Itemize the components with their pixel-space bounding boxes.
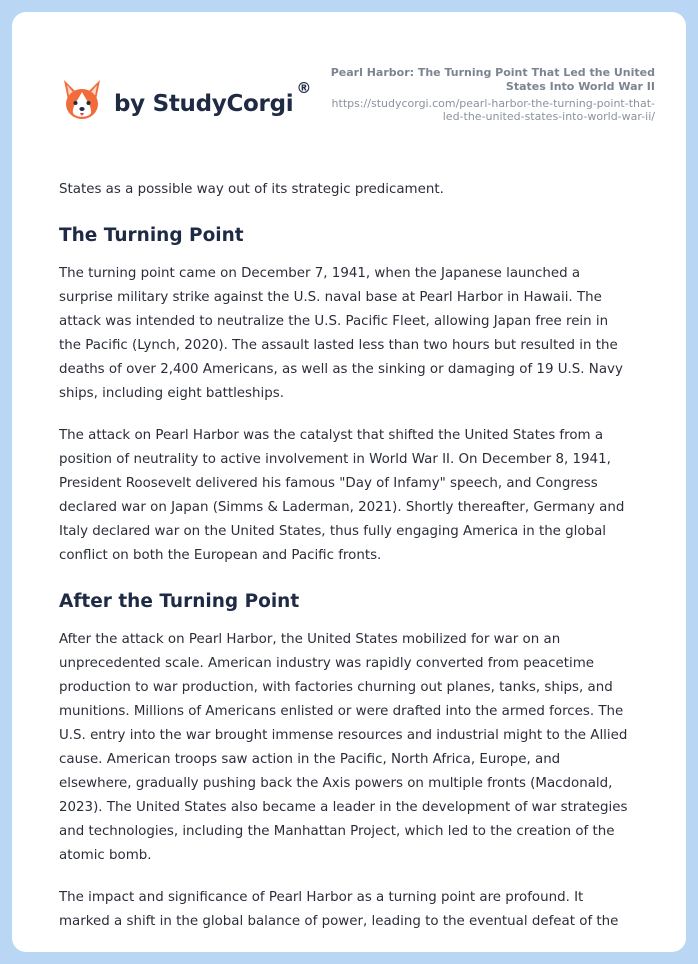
text-line: declared war on Japan (Simms & Laderman, 2021). Shortly thereafter, Germany and — [59, 500, 625, 515]
text-line: marked a shift in the global balance of power, leading to the eventual defeat of the — [59, 914, 619, 929]
text-line: U.S. entry into the war brought immense resources and industrial might to the Allied — [59, 728, 628, 743]
document-url-line[interactable]: https://studycorgi.com/pearl-harbor-the-turning-point-that- — [331, 97, 655, 110]
text-line: 2023). The United States also became a leader in the development of war strategies — [59, 800, 628, 815]
text-line: The turning point came on December 7, 1941, when the Japanese launched a — [59, 266, 581, 281]
document-page — [12, 12, 686, 952]
text-line: President Roosevelt delivered his famous "Day of Infamy" speech, and Congress — [59, 476, 598, 491]
text-line: The attack on Pearl Harbor was the catalyst that shifted the United States from a — [59, 428, 604, 443]
paragraph — [59, 178, 651, 202]
brand-name: by StudyCorgi — [114, 91, 294, 117]
text-line: production to war production, with factories churning out planes, tanks, ships, and — [59, 680, 613, 695]
text-line: atomic bomb. — [59, 848, 152, 863]
document-title — [325, 66, 655, 94]
registered-mark: ® — [296, 79, 312, 97]
text-line: After the attack on Pearl Harbor, the United States mobilized for war on an — [59, 632, 561, 647]
text-line: unprecedented scale. American industry was rapidly converted from peacetime — [59, 656, 594, 671]
text-line: States as a possible way out of its strategic predicament. — [59, 182, 444, 197]
text-line: elsewhere, gradually pushing back the Axis powers on multiple fronts (Macdonald, — [59, 776, 613, 791]
corgi-icon — [60, 76, 104, 124]
document-title-line: Pearl Harbor: The Turning Point That Led the United — [330, 66, 655, 79]
text-line: and technologies, including the Manhattan Project, which led to the creation of the — [59, 824, 615, 839]
document-url[interactable] — [325, 97, 655, 123]
text-line: conflict on both the European and Pacific fronts. — [59, 548, 382, 563]
text-line: Italy declared war on the United States, thus fully engaging America in the global — [59, 524, 607, 539]
paragraph — [59, 628, 651, 868]
text-line: munitions. Millions of Americans enlisted or were drafted into the armed forces. The — [59, 704, 624, 719]
paragraph — [59, 262, 651, 406]
section-heading: The Turning Point — [59, 225, 244, 246]
text-line: cause. American troops saw action in the Pacific, North Africa, Europe, and — [59, 752, 561, 767]
document-url-line[interactable]: led-the-united-states-into-world-war-ii/ — [442, 110, 655, 123]
text-line: position of neutrality to active involvement in World War II. On December 8, 1941, — [59, 452, 611, 467]
document-meta — [325, 66, 655, 123]
paragraph — [59, 886, 651, 934]
paragraph — [59, 424, 651, 568]
text-line: surprise military strike against the U.S. naval base at Pearl Harbor in Hawaii. The — [59, 290, 602, 305]
document-title-line: States Into World War II — [505, 80, 655, 93]
studycorgi-logo[interactable] — [60, 76, 311, 124]
text-line: ships, including eight battleships. — [59, 386, 284, 401]
section-heading: After the Turning Point — [59, 591, 300, 612]
text-line: the Pacific (Lynch, 2020). The assault lasted less than two hours but resulted in the — [59, 338, 618, 353]
text-line: The impact and significance of Pearl Harbor as a turning point are profound. It — [59, 890, 584, 905]
article-body — [59, 178, 651, 952]
text-line: deaths of over 2,400 Americans, as well as the sinking or damaging of 19 U.S. Navy — [59, 362, 623, 377]
text-line: attack was intended to neutralize the U.S. Pacific Fleet, allowing Japan free rein in — [59, 314, 609, 329]
